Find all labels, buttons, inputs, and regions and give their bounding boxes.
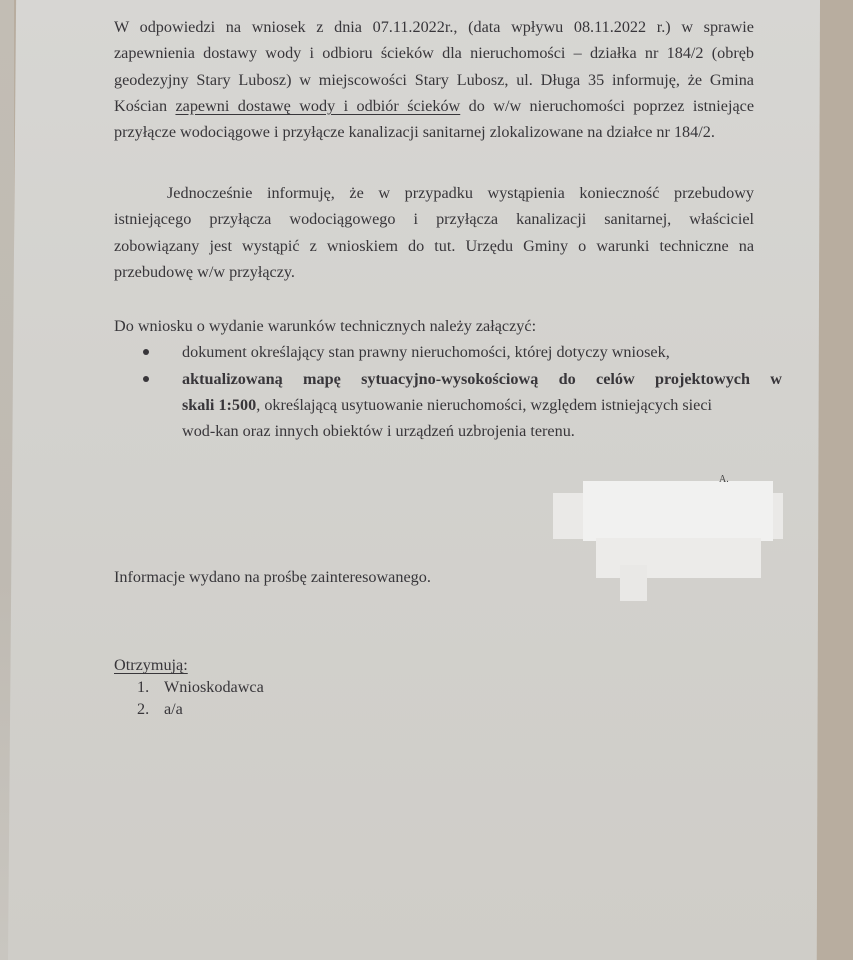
- attachment-item-line: [182, 392, 782, 418]
- paragraph-line: geodezyjny Stary Lubosz) w miejscowości Stary Lubosz, ul. Długa 35 informuję, że Gmina: [114, 70, 754, 89]
- attachment-item-rest: , określającą usytuowanie nieruchomości, względem istniejących sieci: [256, 395, 713, 414]
- recipients-list: [114, 676, 264, 720]
- paragraph-response: [114, 14, 754, 145]
- attachments-section: [114, 313, 782, 444]
- attachment-item-text: dokument określający stan prawny nieruchomości, której dotyczy wniosek,: [182, 343, 670, 362]
- attachments-intro: Do wniosku o wydanie warunków technicznych należy załączyć:: [114, 317, 537, 335]
- paragraph-line: [114, 93, 754, 119]
- list-item: [143, 339, 782, 365]
- attachment-item-line: wod-kan oraz innych obiektów i urządzeń uzbrojenia terenu.: [182, 422, 575, 441]
- bullet-icon: [143, 349, 149, 355]
- recipient-label: a/a: [164, 700, 183, 718]
- signature-mark: A.: [719, 474, 729, 485]
- redacted-signature-block: [583, 481, 773, 541]
- underlined-commitment: zapewni dostawę wody i odbiór ścieków: [175, 96, 461, 115]
- recipient-label: Wnioskodawca: [164, 678, 264, 696]
- line-suffix: do w/w nieruchomości poprzez istniejące: [460, 96, 755, 115]
- paragraph-line: Jednocześnie informuję, że w przypadku wystąpienia konieczność przebudowy: [167, 184, 754, 202]
- paragraph-line: W odpowiedzi na wniosek z dnia 07.11.2022r., (data wpływu 08.11.2022 r.) w sprawie: [114, 18, 754, 36]
- info-note: Informacje wydano na prośbę zainteresowanego.: [114, 568, 431, 586]
- recipients-heading: Otrzymują:: [114, 656, 188, 674]
- attachment-item-bold-line: aktualizowaną mapę sytuacyjno-wysokościową do celów projektowych w: [182, 369, 782, 388]
- list-number: 2.: [137, 700, 150, 718]
- redacted-signature-block: [620, 565, 647, 601]
- list-item: [114, 698, 264, 720]
- paragraph-line: przebudowę w/w przyłączy.: [114, 262, 295, 281]
- list-item: [114, 676, 264, 698]
- recipients-section: [114, 654, 264, 720]
- list-item: [143, 366, 782, 445]
- line-prefix: Kościan: [114, 96, 176, 115]
- bullet-icon: [143, 376, 149, 382]
- paragraph-line: zobowiązany jest wystąpić z wnioskiem do tut. Urzędu Gminy o warunki techniczne na: [114, 236, 754, 255]
- list-number: 1.: [137, 678, 150, 696]
- attachments-list: [114, 339, 782, 444]
- paragraph-line: istniejącego przyłącza wodociągowego i przyłącza kanalizacji sanitarnej, właściciel: [114, 210, 754, 229]
- paragraph-reconstruction-notice: [114, 180, 754, 285]
- paragraph-line: przyłącze wodociągowe i przyłącze kanalizacji sanitarnej zlokalizowane na działce nr 184/2.: [114, 123, 715, 142]
- scale-bold: skali 1:500: [182, 395, 257, 414]
- paragraph-line: zapewnienia dostawy wody i odbioru ścieków dla nieruchomości – działka nr 184/2 (obręb: [114, 44, 754, 63]
